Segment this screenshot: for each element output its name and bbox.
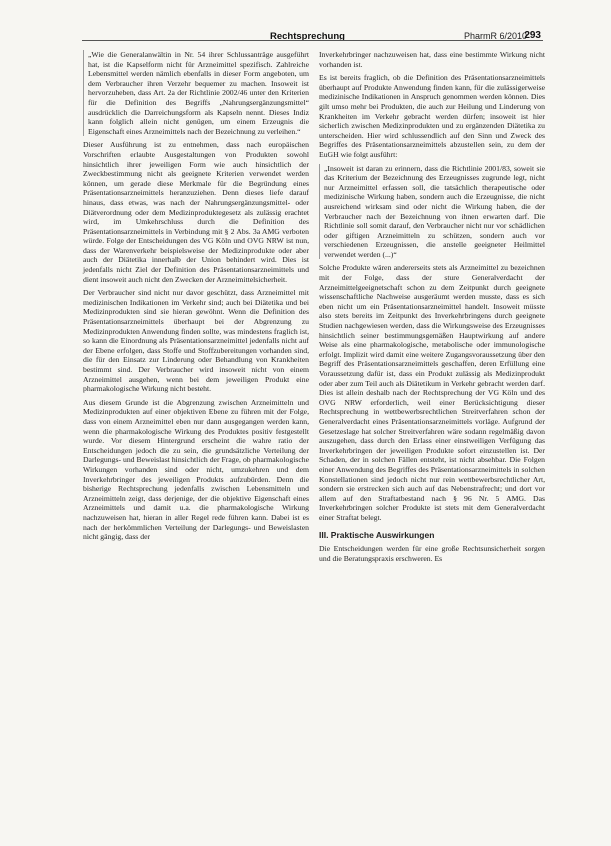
right-column: [319, 50, 545, 567]
header-rule: [82, 40, 543, 41]
paragraph: Solche Produkte wären andererseits stets als Arzneimittel zu bezeichnen mit der Folge, dass der sture Generalverdacht der Arzneimittelgeeignetschaft schon zu dem Zeitpunkt durch geeignete wissenschaftliche Nachweise ausgeräumt werden musste, dass es sich eben nicht um ein Präsentationsarzneimittel handelt. Insoweit müsste also stets bereits im Zeitpunkt des Inverkehrbringens durch geeignete Studien nachgewiesen werden, dass die Wirkungsweise des Erzeugnisses hinsichtlich seiner bestimmungsgemäßen Hauptwirkung auf andere Weise als eine pharmakologische, metabolische oder immunologische erfolgt. Implizit wird damit eine weitere Zugangsvoraussetzung über den Begriff des Präsentationsarzneimittels geschaffen, deren Erfüllung eine Voraussetzung dafür ist, dass ein Produkt zulässig als Medizinprodukt oder aber zum Teil auch als Diätetikum in Verkehr gebracht werden darf. Dies ist allein deshalb nach der Rechtsprechung der VG Köln und des OVG NRW erforderlich, weil einer Berücksichtigung dieser Rechtsprechung in wettbewerbsrechtlichen Streitverfahren schon der Generalverdacht eines Präsentationsarzneimittels vorläge. Aufgrund der Gesetzeslage hat solcher Streitverfahren wäre sodann regelmäßig davon auszugehen, dass durch den Erlass einer einstweiligen Verfügung das Inverkehrbringen der jeweiligen Produkte sofort einzustellen ist. Der Schaden, der in solchen Fällen entsteht, ist nicht absehbar. Die Folgen einer Anwendung des Begriffes des Präsentationsarzneimittels in solchen Konstellationen sind jedoch nicht nur rein wettbewerbsrechtlicher Art, sondern sie erstrecken sich auch auf das Nebenstrafrecht; und dort vor allem auf den Straftatbestand nach § 96 Nr. 5 AMG. Das Inverkehrbringen solcher Produkte ist stets mit dem Generalverdacht einer Straftat belegt.: [319, 263, 545, 522]
section-label: Rechtsprechung: [270, 31, 345, 42]
paragraph: Aus diesem Grunde ist die Abgrenzung zwischen Arzneimitteln und Medizinprodukten auf einer objektiven Ebene zu führen mit der Folge, dass von einem Arzneimittel eben nur dann ausgegangen werden kann, wenn die pharmakologische Wirkung des Produktes positiv festgestellt wurde. Vor diesem Hintergrund erscheint die wahre ratio der Entscheidungen jedoch die zu sein, die grundsätzliche Verteilung der Darlegungs- und Beweislast hinsichtlich der Frage, ob pharmakologische Wirkungen vorhanden sind oder nicht, umzukehren und dem Inverkehrbringer des jeweiligen Produkts aufzubürden. Denn die bisherige Rechtsprechung jedenfalls zwischen Lebensmitteln und Arzneimitteln zeigt, dass derjenige, der die objektive Eigenschaft eines Arzneimittels und damit u.a. die pharmakologische Wirkung nachzuweisen hat, hieran in aller Regel rede führen kann. Dabei ist es nach der herkömmlichen Verteilung der Darlegungs- und Beweislasten nicht gängig, dass der: [83, 397, 309, 542]
section-heading: III. Praktische Auswirkungen: [319, 529, 435, 540]
paragraph: „Wie die Generalanwältin in Nr. 54 ihrer Schlussanträge ausgeführt hat, ist die Kapselform nicht für Arzneimittel spezifisch. Zahlreiche Lebensmittel werden nämlich ebenfalls in dieser Form angeboten, um dem Verbraucher ihren Verzehr bequemer zu machen. Insoweit ist hervorzuheben, dass Art. 2a der Richtlinie 2002/46 unter den Kriterien für die Definition des Begriffs „Nahrungsergänzungsmittel“ ausdrücklich die Darreichungsform als Kapseln nennt. Dieses Indiz kann folglich allein nicht genügen, um einem Erzeugnis die Eigenschaft eines Arzneimittels nach der Bezeichnung zu verleihen.“: [83, 50, 309, 136]
paragraph: Die Entscheidungen werden für eine große Rechtsunsicherheit sorgen und die Beratungspraxis erschweren. Es: [319, 544, 545, 563]
paragraph: Es ist bereits fraglich, ob die Definition des Präsentationsarzneimittels überhaupt auf Produkte Anwendung finden kann, für die zulässigerweise medizinische Indikationen in Anspruch genommen werden können. Dies gilt umso mehr bei Produkten, die auch zur Heilung und Linderung von Krankheiten im Verkehr gebracht werden dürfen; insoweit ist hier sicherlich zwischen Medizinprodukten und zu ergänzenden Diätetika zu unterscheiden. Hier wird schlussendlich auf den Sinn und Zweck des Begriffes des Präsentationsarzneimittels abzustellen sein, zu dem der EuGH wie folgt ausführt:: [319, 73, 545, 159]
page-number: 293: [524, 30, 541, 41]
left-column: [83, 50, 309, 546]
paragraph: Dieser Ausführung ist zu entnehmen, dass nach europäischen Vorschriften erlaubte Ausgestaltungen von Produkten sowohl hinsichtlich ihrer jeweiligen Form wie auch hinsichtlich der Zweckbestimmung nicht als geeignete Kriterien verwendet werden können, um gerade diese Merkmale für die Begründung eines Präsentationsarzneimittels heranzuziehen. Denn dieses liefe darauf hinaus, dass etwas, was nach der Nahrungsergänzungsmittel- oder Diätverordnung oder dem Medizinproduktegesetz als zulässig erachtet wird, im Umkehrschluss durch die Definition des Präsentationsarzneimittels in Verbindung mit § 2 Abs. 3a AMG verboten würde. Folge der Entscheidungen des VG Köln und OVG NRW ist nun, dass der Warenverkehr beispielsweise der Medizinprodukte oder aber auch der Diätetika innerhalb der Union behindert wird. Dies ist jedenfalls nicht Ziel der Definition des Präsentationsarzneimittels und dient insoweit auch nicht den Zwecken der Arzneimittelsicherheit.: [83, 140, 309, 284]
journal-issue: PharmR 6/2010: [463, 31, 527, 41]
paragraph: Der Verbraucher sind nicht nur davor geschützt, dass Arzneimittel mit medizinischen Indikationen im Verkehr sind; auch bei Diätetika und bei Medizinprodukten sind sie hieran gewöhnt. Wenn die Definition des Präsentationsarzneimittels überhaupt bei der Abgrenzung zu Medizinprodukten Anwendung finden sollte, was mindestens fraglich ist, so kann die Einordnung als Präsentationsarzneimittel jedenfalls nicht auf der Ebene erfolgen, dass Stoffe und Stoffzubereitungen vorhanden sind, die für den Einsatz zur Linderung oder Behandlung von Krankheiten bestimmt sind. Der Verbraucher wird insoweit nicht von einem Arzneimittel ausgehen, wenn bei dem jeweiligen Produkt eine pharmakologische Wirkung nicht besteht.: [83, 288, 309, 394]
paragraph: Inverkehrbringer nachzuweisen hat, dass eine bestimmte Wirkung nicht vorhanden ist.: [319, 50, 545, 69]
block-quote: „Insoweit ist daran zu erinnern, dass die Richtlinie 2001/83, soweit sie das Kriterium der Bezeichnung des Erzeugnisses zugrunde legt, nicht nur Arzneimittel erfassen soll, die tatsächlich therapeutische oder medizinische Wirkung haben, sondern auch die Erzeugnisse, die nicht ausreichend wirksam sind oder nicht die Wirkung haben, die der Verbraucher nach der Bezeichnung von ihnen erwarten darf. Die Richtlinie soll somit darauf, den Verbraucher nicht nur vor schädlichen oder giftigen Arzneimitteln zu schützen, sondern auch vor verschiedenen Erzeugnissen, die anstelle geeigneter Heilmittel verwendet werden (...)“: [319, 164, 545, 260]
